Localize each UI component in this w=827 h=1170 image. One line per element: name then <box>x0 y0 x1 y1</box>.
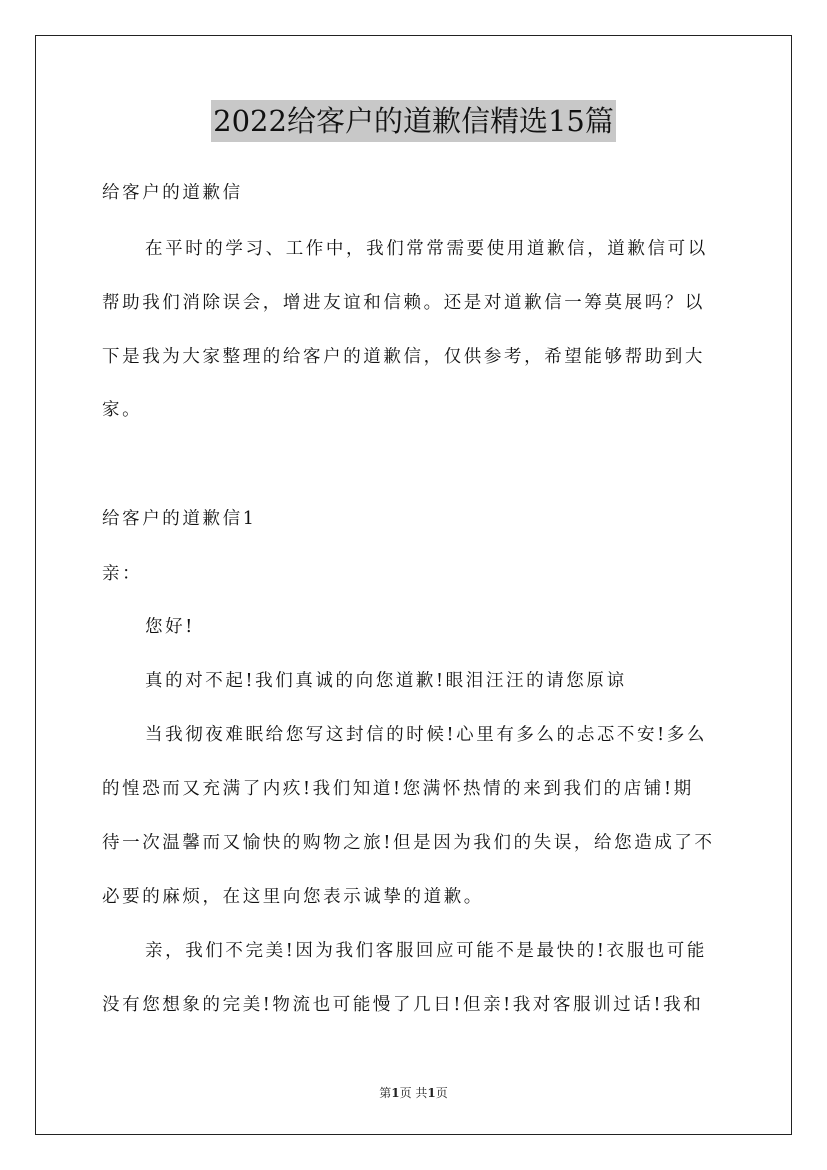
intro-line-2: 帮助我们消除误会，增进友谊和信赖。还是对道歉信一筹莫展吗？以 <box>102 293 705 313</box>
paragraph-2-line-2: 的惶恐而又充满了内疚!我们知道!您满怀热情的来到我们的店铺!期 <box>102 779 694 799</box>
title-container <box>0 100 827 142</box>
paragraph-3-line-1: 亲，我们不完美!因为我们客服回应可能不是最快的!衣服也可能 <box>145 941 707 961</box>
footer-mid: 页 共 <box>399 1086 428 1100</box>
document-title: 2022给客户的道歉信精选15篇 <box>211 100 616 142</box>
paragraph-1: 真的对不起!我们真诚的向您道歉!眼泪汪汪的请您原谅 <box>145 671 627 691</box>
page-footer <box>0 1085 827 1101</box>
intro-line-1: 在平时的学习、工作中，我们常常需要使用道歉信，道歉信可以 <box>145 239 708 259</box>
paragraph-2-line-1: 当我彻夜难眠给您写这封信的时候!心里有多么的忐忑不安!多么 <box>145 725 707 745</box>
footer-prefix: 第 <box>379 1086 392 1100</box>
section-heading: 给客户的道歉信 <box>102 183 243 203</box>
intro-line-4: 家。 <box>102 400 143 420</box>
letter-1-heading: 给客户的道歉信1 <box>102 509 257 529</box>
paragraph-2-line-4: 必要的麻烦，在这里向您表示诚挚的道歉。 <box>102 887 484 907</box>
salutation: 亲： <box>102 564 143 584</box>
paragraph-2-line-3: 待一次温馨而又愉快的购物之旅!但是因为我们的失误，给您造成了不 <box>102 833 715 853</box>
footer-total-pages: 1 <box>427 1086 436 1100</box>
footer-suffix: 页 <box>435 1086 448 1100</box>
intro-line-3: 下是我为大家整理的给客户的道歉信，仅供参考，希望能够帮助到大 <box>102 347 705 367</box>
greeting: 您好! <box>145 617 195 637</box>
footer-page-number: 1 <box>391 1086 400 1100</box>
paragraph-3-line-2: 没有您想象的完美!物流也可能慢了几日!但亲!我对客服训过话!我和 <box>102 995 704 1015</box>
